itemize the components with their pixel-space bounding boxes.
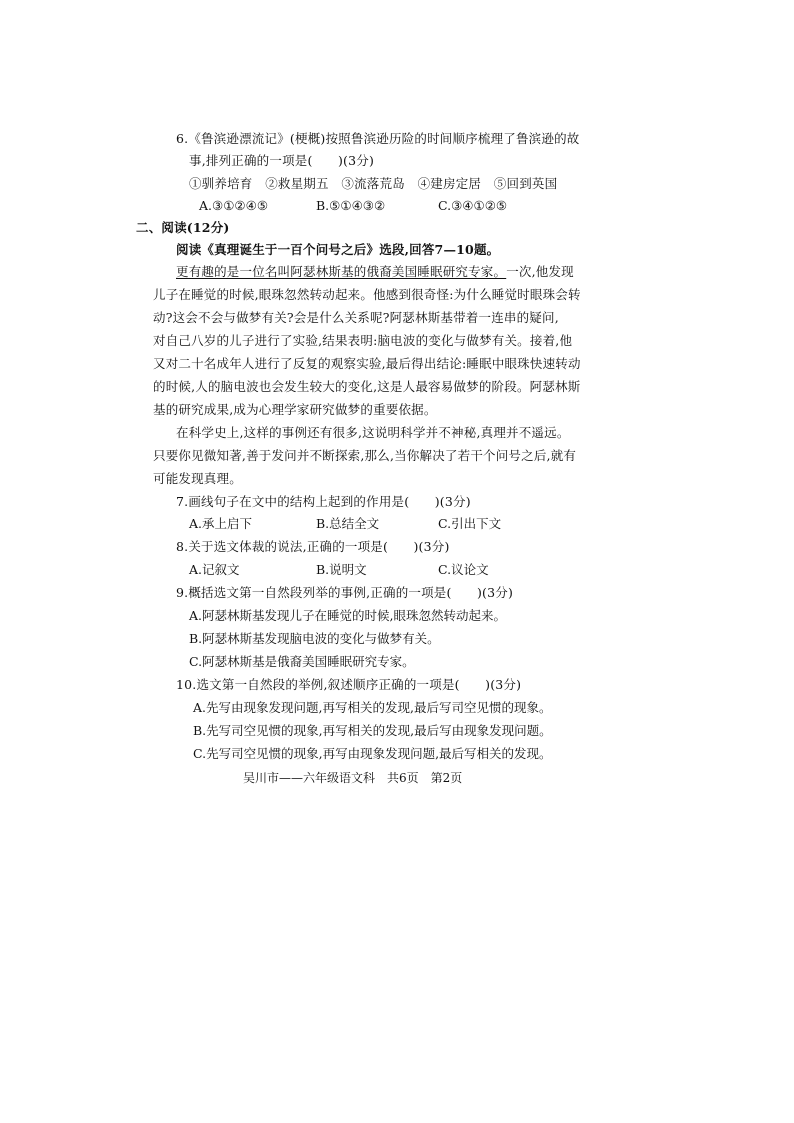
- q7-option-c: C.引出下文: [438, 516, 502, 531]
- q7-option-b: B.总结全文: [316, 516, 380, 531]
- section-intro: 阅读《真理诞生于一百个问号之后》选段,回答7—10题。: [176, 242, 500, 257]
- q10-option-b: B.先写司空见惯的现象,再写相关的发现,最后写由现象发现问题。: [193, 723, 552, 738]
- q9-option-c: C.阿瑟林斯基是俄裔美国睡眠研究专家。: [189, 654, 415, 669]
- passage-line: 又对二十名成年人进行了反复的观察实验,最后得出结论:睡眠中眼珠快速转动: [153, 356, 581, 371]
- q6-option-a: A.③①②④⑤: [199, 198, 269, 213]
- q6-stem-line1: 6.《鲁滨逊漂流记》(梗概)按照鲁滨逊历险的时间顺序梳理了鲁滨逊的故: [176, 131, 580, 146]
- q6-stem-line2: 事,排列正确的一项是( )(3分): [189, 153, 375, 168]
- q6-items: ①驯养培育 ②救星期五 ③流落荒岛 ④建房定居 ⑤回到英国: [189, 176, 558, 191]
- q8-option-a: A.记叙文: [189, 562, 240, 577]
- q10-option-a: A.先写由现象发现问题,再写相关的发现,最后写司空见惯的现象。: [193, 700, 552, 715]
- page-footer: 吴川市——六年级语文科 共6页 第2页: [243, 771, 463, 785]
- underlined-sentence: 更有趣的是一位名叫阿瑟林斯基的俄裔美国睡眠研究专家。: [176, 264, 507, 279]
- passage-text: 一次,他发现: [506, 264, 574, 279]
- q10-option-c: C.先写司空见惯的现象,再写由现象发现问题,最后写相关的发现。: [193, 746, 552, 761]
- q9-option-a: A.阿瑟林斯基发现儿子在睡觉的时候,眼珠忽然转动起来。: [189, 608, 506, 623]
- q9-stem: 9.概括选文第一自然段列举的事例,正确的一项是( )(3分): [176, 585, 514, 600]
- passage-line: 儿子在睡觉的时候,眼珠忽然转动起来。他感到很奇怪:为什么睡觉时眼珠会转: [153, 287, 581, 302]
- passage-line: 基的研究成果,成为心理学家研究做梦的重要依据。: [153, 402, 437, 417]
- q9-option-b: B.阿瑟林斯基发现脑电波的变化与做梦有关。: [189, 631, 440, 646]
- q8-option-b: B.说明文: [316, 562, 367, 577]
- q7-option-a: A.承上启下: [189, 516, 253, 531]
- passage-line: 对自己八岁的儿子进行了实验,结果表明:脑电波的变化与做梦有关。接着,他: [153, 333, 573, 348]
- passage-line: [176, 263, 574, 281]
- q10-stem: 10.选文第一自然段的举例,叙述顺序正确的一项是( )(3分): [176, 677, 522, 692]
- q6-option-b: B.⑤①④③②: [316, 198, 386, 213]
- passage-line: 动?这会不会与做梦有关?会是什么关系呢?阿瑟林斯基带着一连串的疑问,: [153, 310, 559, 325]
- passage-line: 可能发现真理。: [153, 471, 242, 486]
- section-title: 二、阅读(12分): [136, 220, 230, 235]
- passage-line: 在科学史上,这样的事例还有很多,这说明科学并不神秘,真理并不遥远。: [176, 425, 570, 440]
- q8-option-c: C.议论文: [438, 562, 489, 577]
- passage-line: 的时候,人的脑电波也会发生较大的变化,这是人最容易做梦的阶段。阿瑟林斯: [153, 379, 581, 394]
- q7-stem: 7.画线句子在文中的结构上起到的作用是( )(3分): [176, 494, 471, 509]
- q6-option-c: C.③④①②⑤: [438, 198, 508, 213]
- q8-stem: 8.关于选文体裁的说法,正确的一项是( )(3分): [176, 539, 450, 554]
- passage-line: 只要你见微知著,善于发问并不断探索,那么,当你解决了若干个问号之后,就有: [153, 448, 577, 463]
